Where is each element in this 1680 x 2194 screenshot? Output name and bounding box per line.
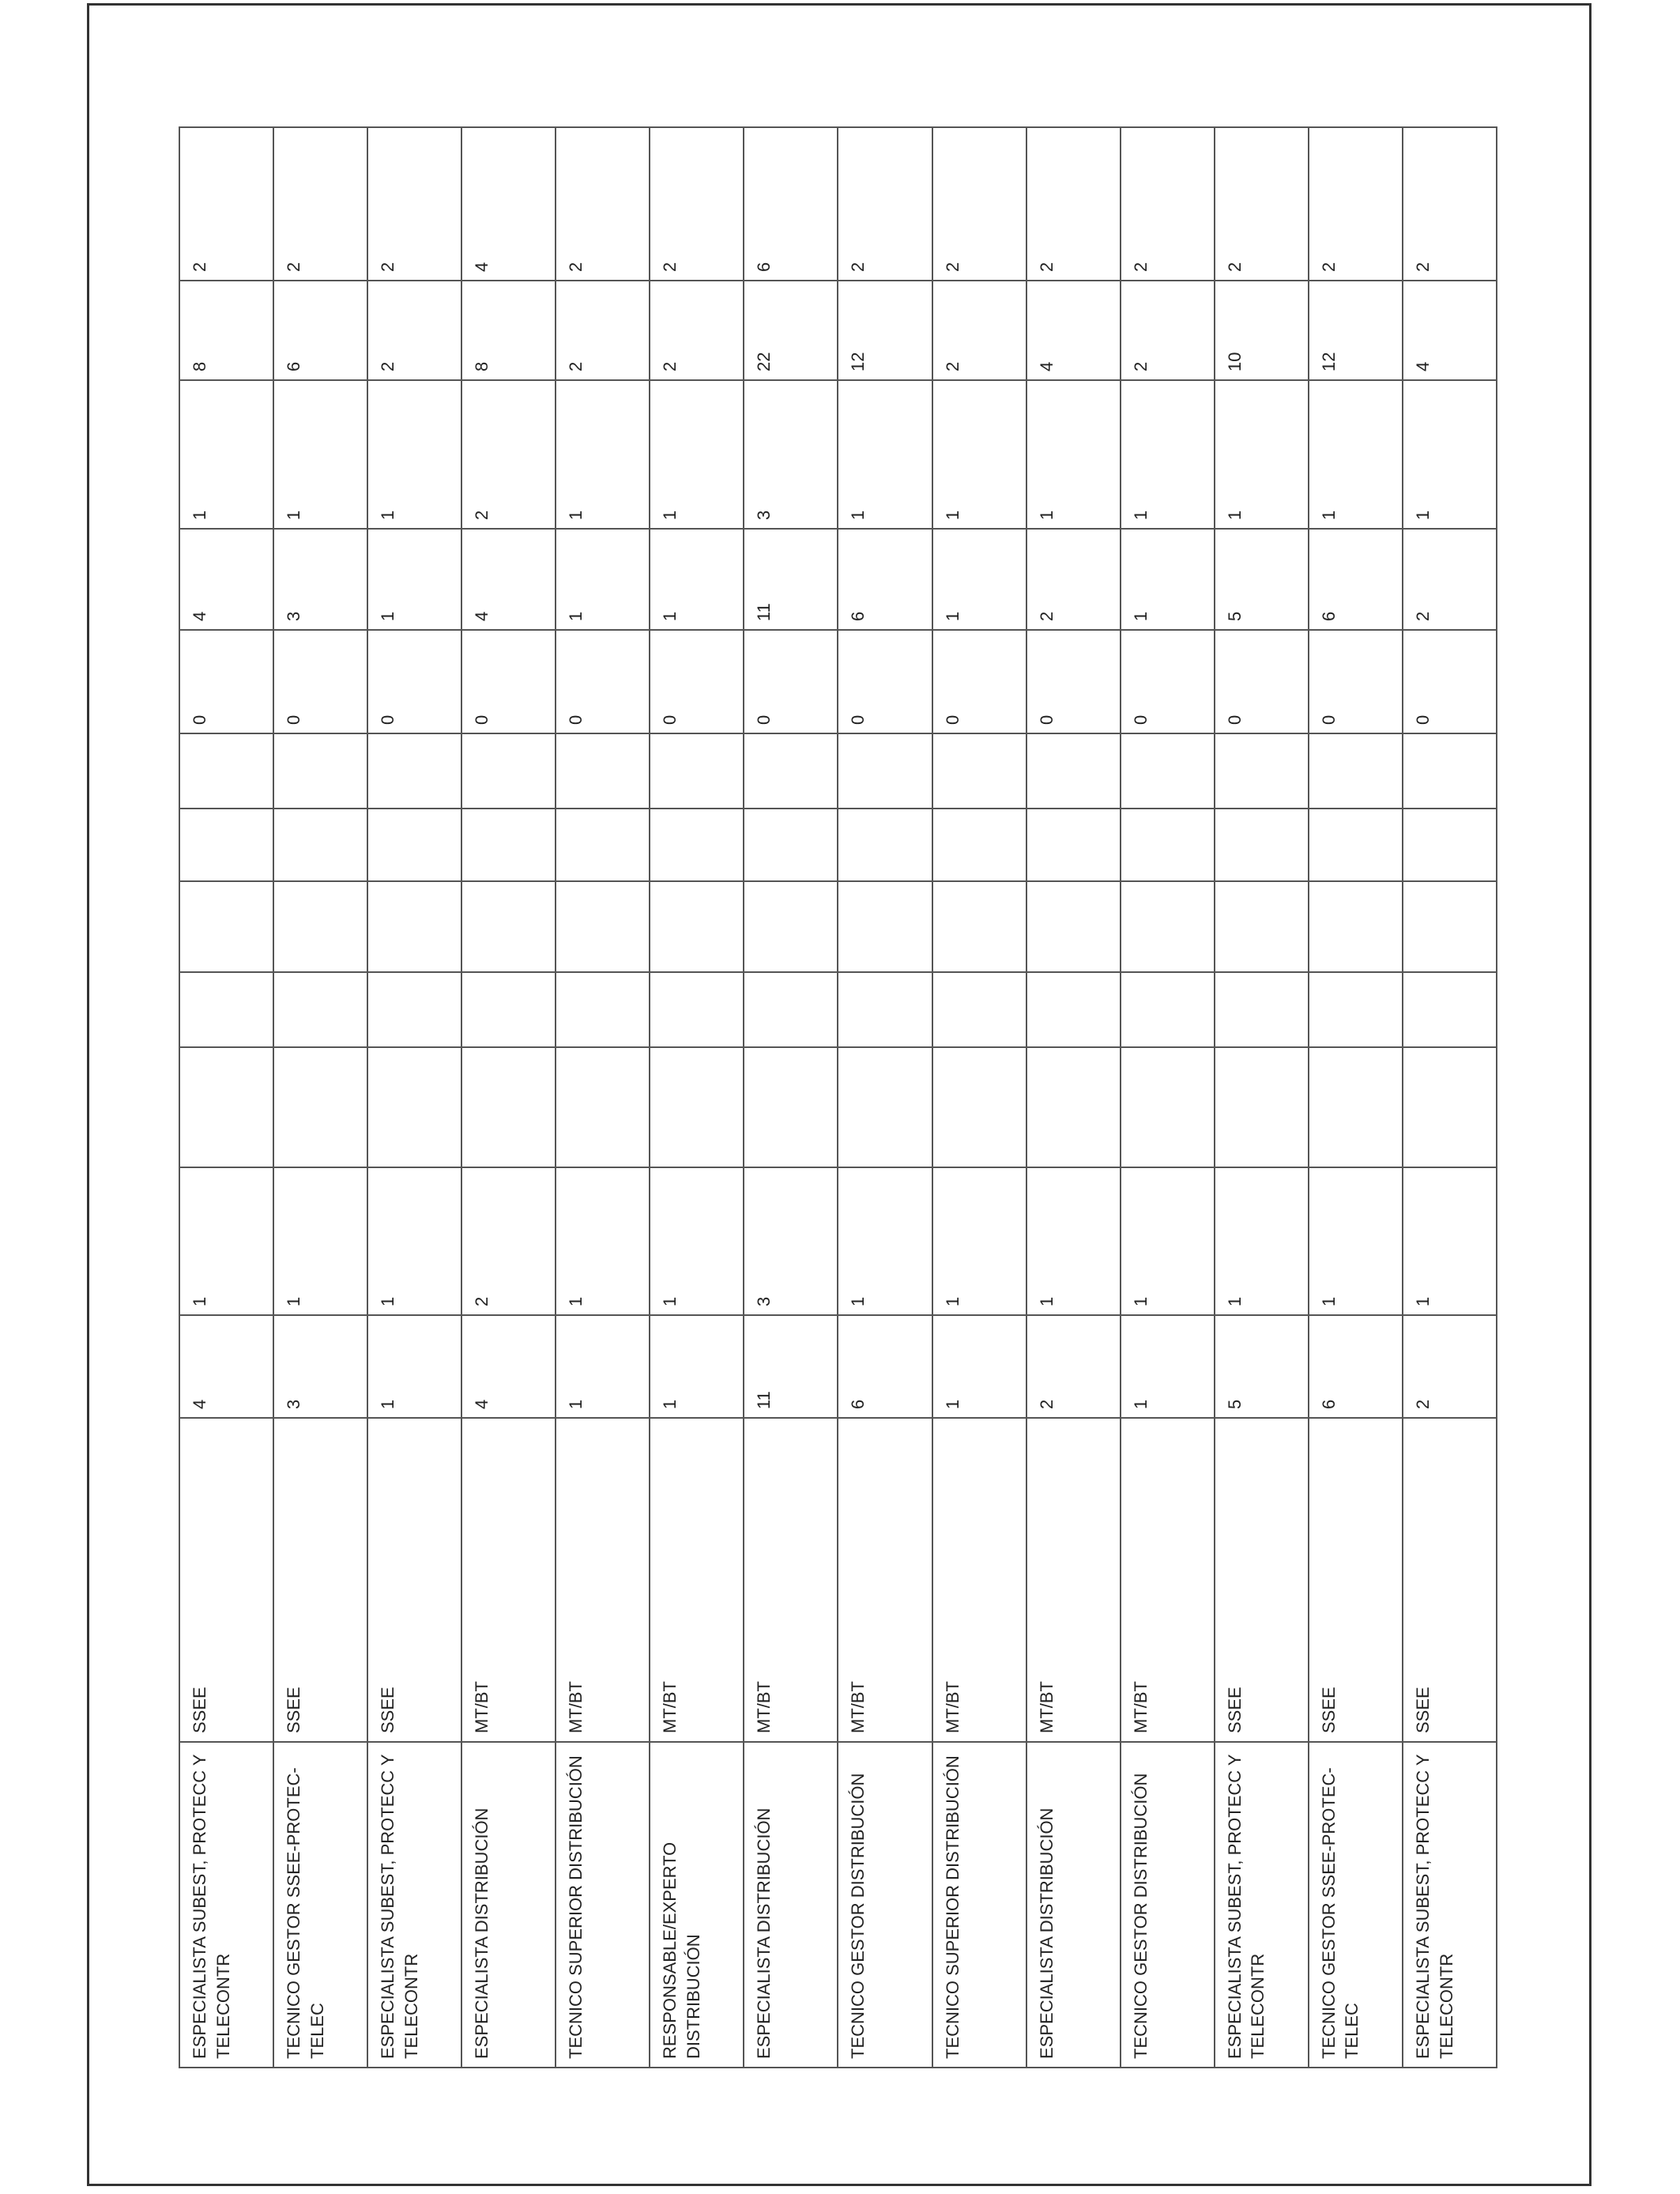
table-cell: 1 — [838, 1167, 932, 1315]
table-row — [932, 127, 1026, 2068]
table-cell: MT/BT — [650, 1418, 744, 1742]
table-cell: TECNICO SUPERIOR DISTRIBUCIÓN — [556, 1742, 650, 2068]
table-cell — [1309, 733, 1403, 809]
table-cell: MT/BT — [1026, 1418, 1121, 1742]
table-cell — [932, 809, 1026, 881]
table-cell: 4 — [1403, 281, 1497, 380]
table-cell — [932, 1047, 1026, 1167]
table-cell: 1 — [367, 1315, 461, 1418]
table-cell: 1 — [367, 529, 461, 630]
table-cell — [461, 972, 556, 1047]
table-cell: SSEE — [179, 1418, 273, 1742]
table-cell: 4 — [179, 1315, 273, 1418]
table-cell — [932, 972, 1026, 1047]
table-cell: 2 — [650, 127, 744, 281]
table-cell: 1 — [367, 1167, 461, 1315]
table-cell — [744, 1047, 838, 1167]
table-cell — [1121, 881, 1215, 972]
table-row — [273, 127, 367, 2068]
table-cell: MT/BT — [461, 1418, 556, 1742]
table-cell: 3 — [744, 1167, 838, 1315]
table-cell: 0 — [932, 630, 1026, 733]
table-cell: 2 — [1309, 127, 1403, 281]
table-row — [1403, 127, 1497, 2068]
table-cell: 2 — [838, 127, 932, 281]
table-cell — [179, 972, 273, 1047]
table-cell: SSEE — [1309, 1418, 1403, 1742]
table-cell: 6 — [838, 1315, 932, 1418]
table-cell — [461, 809, 556, 881]
table-cell: 2 — [1121, 127, 1215, 281]
table-cell — [1121, 972, 1215, 1047]
table-cell: 12 — [1309, 281, 1403, 380]
table-cell: 1 — [1121, 1167, 1215, 1315]
table-cell: 1 — [650, 529, 744, 630]
table-cell — [838, 1047, 932, 1167]
table-cell: 22 — [744, 281, 838, 380]
table-cell: 2 — [1215, 127, 1309, 281]
table-cell: 1 — [1215, 380, 1309, 529]
table-cell: 1 — [556, 1315, 650, 1418]
table-cell: ESPECIALISTA SUBEST, PROTECC Y TELECONTR — [1403, 1742, 1497, 2068]
table-cell: 1 — [273, 1167, 367, 1315]
table-cell — [1026, 809, 1121, 881]
table-cell: ESPECIALISTA SUBEST, PROTECC Y TELECONTR — [179, 1742, 273, 2068]
table-cell: 0 — [1121, 630, 1215, 733]
table-cell — [367, 881, 461, 972]
table-cell: MT/BT — [1121, 1418, 1215, 1742]
table-cell: TECNICO SUPERIOR DISTRIBUCIÓN — [932, 1742, 1026, 2068]
table-cell: 6 — [1309, 1315, 1403, 1418]
table-cell — [1026, 733, 1121, 809]
table-cell: 1 — [1121, 1315, 1215, 1418]
table-cell: MT/BT — [838, 1418, 932, 1742]
table-cell — [461, 733, 556, 809]
table-cell: TECNICO GESTOR DISTRIBUCIÓN — [838, 1742, 932, 2068]
table-cell — [1215, 972, 1309, 1047]
table-row — [650, 127, 744, 2068]
table-cell — [1309, 972, 1403, 1047]
table-cell: ESPECIALISTA DISTRIBUCIÓN — [744, 1742, 838, 2068]
table-cell — [838, 809, 932, 881]
table-cell — [1026, 1047, 1121, 1167]
table-cell: 6 — [838, 529, 932, 630]
table-cell — [1403, 1047, 1497, 1167]
table-row — [461, 127, 556, 2068]
table-cell: 0 — [367, 630, 461, 733]
table-cell: 2 — [556, 127, 650, 281]
table-cell: 1 — [1309, 1167, 1403, 1315]
table-cell: 1 — [1403, 380, 1497, 529]
table-cell — [744, 881, 838, 972]
table-cell — [650, 809, 744, 881]
table-cell: 1 — [650, 380, 744, 529]
table-cell: 4 — [461, 529, 556, 630]
table-cell: 2 — [1403, 529, 1497, 630]
table-cell: 1 — [932, 529, 1026, 630]
table-cell — [461, 881, 556, 972]
table-cell — [367, 972, 461, 1047]
table-cell — [273, 1047, 367, 1167]
table-cell: 6 — [1309, 529, 1403, 630]
table-row — [744, 127, 838, 2068]
table-cell: 2 — [1403, 1315, 1497, 1418]
table-row — [1026, 127, 1121, 2068]
table-row — [1309, 127, 1403, 2068]
table-cell: 0 — [461, 630, 556, 733]
table-cell: SSEE — [1403, 1418, 1497, 1742]
table-cell: 1 — [179, 1167, 273, 1315]
table-cell — [744, 733, 838, 809]
table-cell — [556, 972, 650, 1047]
table-cell: 5 — [1215, 529, 1309, 630]
table-cell: 1 — [1026, 1167, 1121, 1315]
table-cell: ESPECIALISTA SUBEST, PROTECC Y TELECONTR — [1215, 1742, 1309, 2068]
table-cell — [367, 1047, 461, 1167]
table-cell: 1 — [1121, 529, 1215, 630]
table-cell — [1403, 972, 1497, 1047]
table-cell — [273, 881, 367, 972]
table-cell: 2 — [1121, 281, 1215, 380]
table-cell — [556, 733, 650, 809]
table-cell: 1 — [556, 380, 650, 529]
table-cell: 1 — [838, 380, 932, 529]
table-cell: 12 — [838, 281, 932, 380]
table-cell: 2 — [1026, 1315, 1121, 1418]
table-cell: 1 — [932, 1167, 1026, 1315]
table-cell: 2 — [556, 281, 650, 380]
table-cell: 0 — [1026, 630, 1121, 733]
table-cell — [556, 881, 650, 972]
table-cell: 6 — [744, 127, 838, 281]
table-cell: 0 — [179, 630, 273, 733]
table-cell — [179, 809, 273, 881]
table-cell: 1 — [1309, 380, 1403, 529]
table-cell: 0 — [838, 630, 932, 733]
table-cell: 1 — [1215, 1167, 1309, 1315]
table-cell: 4 — [461, 127, 556, 281]
table-cell: 2 — [1403, 127, 1497, 281]
table-cell — [556, 1047, 650, 1167]
table-cell: 2 — [1026, 127, 1121, 281]
table-cell — [650, 881, 744, 972]
table-cell — [273, 972, 367, 1047]
table-cell: 3 — [273, 529, 367, 630]
table-cell: MT/BT — [744, 1418, 838, 1742]
table-cell: 2 — [367, 127, 461, 281]
table-row — [179, 127, 273, 2068]
table-cell: 2 — [932, 281, 1026, 380]
table-cell — [744, 809, 838, 881]
table-cell — [273, 733, 367, 809]
staffing-table — [179, 126, 1497, 2068]
table-cell: 1 — [1121, 380, 1215, 529]
table-cell: 2 — [179, 127, 273, 281]
table-cell: 1 — [650, 1315, 744, 1418]
table-cell: 1 — [650, 1167, 744, 1315]
table-cell: 2 — [932, 127, 1026, 281]
table-cell — [179, 1047, 273, 1167]
table-cell — [273, 809, 367, 881]
table-cell — [179, 881, 273, 972]
table-cell: RESPONSABLE/EXPERTO DISTRIBUCIÓN — [650, 1742, 744, 2068]
table-cell: 1 — [179, 380, 273, 529]
table-row — [1121, 127, 1215, 2068]
table-cell — [932, 881, 1026, 972]
table-cell: 1 — [1403, 1167, 1497, 1315]
table-cell — [1403, 733, 1497, 809]
table-cell: 2 — [461, 380, 556, 529]
table-cell: 2 — [273, 127, 367, 281]
table-cell — [1309, 1047, 1403, 1167]
table-cell: 0 — [1309, 630, 1403, 733]
table-cell: 0 — [1403, 630, 1497, 733]
table-cell — [1026, 972, 1121, 1047]
table-cell: 8 — [179, 281, 273, 380]
table-cell — [367, 733, 461, 809]
table-cell: 3 — [273, 1315, 367, 1418]
table-cell: ESPECIALISTA DISTRIBUCIÓN — [1026, 1742, 1121, 2068]
table-cell: TECNICO GESTOR SSEE-PROTEC-TELEC — [273, 1742, 367, 2068]
table-cell — [1026, 881, 1121, 972]
table-row — [367, 127, 461, 2068]
table-row — [838, 127, 932, 2068]
table-cell: 2 — [367, 281, 461, 380]
table-cell — [1121, 1047, 1215, 1167]
table-cell — [650, 1047, 744, 1167]
table-cell — [179, 733, 273, 809]
table-cell: 1 — [367, 380, 461, 529]
table-cell: 0 — [1215, 630, 1309, 733]
table-cell: ESPECIALISTA SUBEST, PROTECC Y TELECONTR — [367, 1742, 461, 2068]
table-cell: MT/BT — [932, 1418, 1026, 1742]
table-cell: 1 — [273, 380, 367, 529]
table-cell: SSEE — [367, 1418, 461, 1742]
table-cell: 0 — [744, 630, 838, 733]
table-cell — [556, 809, 650, 881]
table-cell — [650, 972, 744, 1047]
table-cell: 11 — [744, 529, 838, 630]
table-cell: 2 — [1026, 529, 1121, 630]
table-cell — [838, 881, 932, 972]
table-cell — [1215, 809, 1309, 881]
table-cell: 1 — [1026, 380, 1121, 529]
table-cell: 2 — [650, 281, 744, 380]
table-cell: ESPECIALISTA DISTRIBUCIÓN — [461, 1742, 556, 2068]
table-cell: 1 — [932, 380, 1026, 529]
table-cell — [838, 972, 932, 1047]
table-cell: 8 — [461, 281, 556, 380]
table-row — [1215, 127, 1309, 2068]
table-cell: 0 — [556, 630, 650, 733]
table-cell — [1309, 881, 1403, 972]
table-cell: 10 — [1215, 281, 1309, 380]
table-cell — [1215, 733, 1309, 809]
table-cell — [1215, 1047, 1309, 1167]
table-cell: 6 — [273, 281, 367, 380]
table-cell — [1403, 881, 1497, 972]
table-cell: 4 — [179, 529, 273, 630]
table-cell — [1309, 809, 1403, 881]
table-cell: 5 — [1215, 1315, 1309, 1418]
table-cell — [367, 809, 461, 881]
table-row — [556, 127, 650, 2068]
table-cell — [461, 1047, 556, 1167]
table-cell: MT/BT — [556, 1418, 650, 1742]
table-cell — [744, 972, 838, 1047]
table-cell: 3 — [744, 380, 838, 529]
table-cell: TECNICO GESTOR SSEE-PROTEC-TELEC — [1309, 1742, 1403, 2068]
table-cell: 0 — [273, 630, 367, 733]
table-cell: SSEE — [1215, 1418, 1309, 1742]
table-cell: 4 — [461, 1315, 556, 1418]
table-cell — [932, 733, 1026, 809]
table-cell: 0 — [650, 630, 744, 733]
table-cell: 4 — [1026, 281, 1121, 380]
table-cell: TECNICO GESTOR DISTRIBUCIÓN — [1121, 1742, 1215, 2068]
table-container — [179, 128, 1497, 2068]
table-cell — [1121, 733, 1215, 809]
table-cell: 2 — [461, 1167, 556, 1315]
table-cell: 1 — [932, 1315, 1026, 1418]
table-cell — [838, 733, 932, 809]
table-cell — [1403, 809, 1497, 881]
table-cell: 1 — [556, 529, 650, 630]
table-cell: 1 — [556, 1167, 650, 1315]
table-cell — [650, 733, 744, 809]
table-cell — [1215, 881, 1309, 972]
table-cell: 11 — [744, 1315, 838, 1418]
table-cell — [1121, 809, 1215, 881]
table-cell: SSEE — [273, 1418, 367, 1742]
